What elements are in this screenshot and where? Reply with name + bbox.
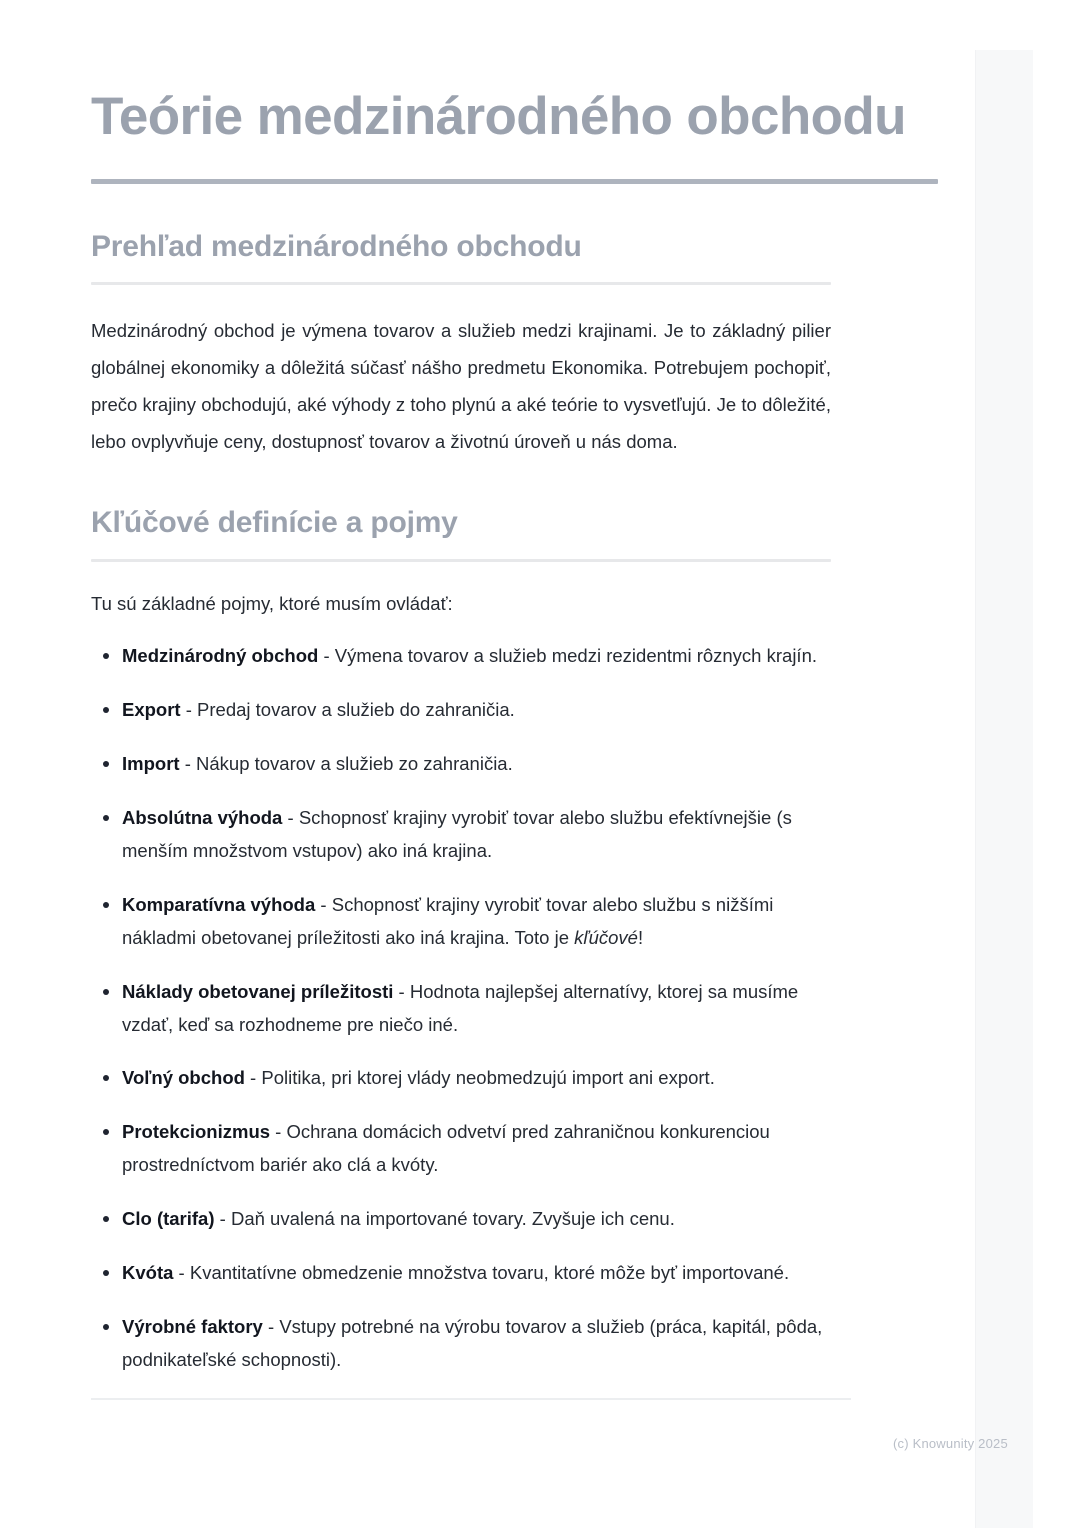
list-item bbox=[91, 1257, 836, 1290]
title-divider bbox=[91, 179, 938, 184]
term-name: Clo (tarifa) bbox=[122, 1208, 215, 1230]
definitions-list bbox=[91, 640, 836, 1377]
term-definition: Schopnosť krajiny vyrobiť tovar alebo službu efektívnejšie (s menším množstvom vstupov) ako iná krajina. bbox=[122, 806, 792, 861]
term-definition: Ochrana domácich odvetví pred zahraničnou konkurenciou prostredníctvom bariér ako clá a kvóty. bbox=[122, 1121, 770, 1176]
term-name: Absolútna výhoda bbox=[122, 806, 283, 828]
term-name: Voľný obchod bbox=[122, 1067, 245, 1089]
term-definition: Schopnosť krajiny vyrobiť tovar alebo službu s nižšími nákladmi obetovanej príležitosti ako iná krajina. Toto je bbox=[122, 893, 774, 948]
list-item bbox=[91, 640, 836, 673]
page-title: Teórie medzinárodného obchodu bbox=[91, 87, 906, 146]
list-item bbox=[91, 748, 836, 781]
term-definition: Politika, pri ktorej vlády neobmedzujú import ani export. bbox=[261, 1067, 715, 1089]
section-heading-overview: Prehľad medzinárodného obchodu bbox=[91, 229, 582, 263]
definitions-lead-text: Tu sú základné pojmy, ktoré musím ovládať: bbox=[91, 592, 453, 614]
term-definition-tail: ! bbox=[637, 926, 644, 948]
section-heading-definitions: Kľúčové definície a pojmy bbox=[91, 506, 458, 540]
section-overview bbox=[0, 228, 1080, 461]
list-item bbox=[91, 1062, 836, 1095]
term-definition: Vstupy potrebné na výrobu tovarov a služieb (práca, kapitál, pôda, podnikateľské schopnosti). bbox=[122, 1316, 823, 1370]
term-separator: - bbox=[270, 1121, 287, 1143]
term-definition: Kvantitatívne obmedzenie množstva tovaru, ktoré môže byť importované. bbox=[189, 1262, 790, 1284]
overview-paragraph: Medzinárodný obchod je výmena tovarov a služieb medzi krajinami. Je to základný pilier globálnej ekonomiky a dôležitá súčasť nášho predmetu Ekonomika. Potrebujem pochopiť, prečo krajiny obchodujú, aké výhody z toho plynú a aké teórie to vysvetľujú. Je to dôležité, lebo ovplyvňuje ceny, dostupnosť tovarov a životnú úroveň u nás doma. bbox=[91, 320, 831, 453]
term-name: Protekcionizmus bbox=[122, 1121, 271, 1143]
term-definition: Daň uvalená na importované tovary. Zvyšuje ich cenu. bbox=[230, 1208, 675, 1230]
list-item bbox=[91, 1311, 836, 1377]
term-name: Náklady obetovanej príležitosti bbox=[122, 980, 394, 1002]
term-name: Kvóta bbox=[122, 1262, 174, 1284]
term-name: Komparatívna výhoda bbox=[122, 893, 316, 915]
section-definitions bbox=[0, 504, 1080, 1377]
list-item bbox=[91, 976, 836, 1042]
term-definition: Hodnota najlepšej alternatívy, ktorej sa musíme vzdať, keď sa rozhodneme pre niečo iné. bbox=[122, 980, 799, 1035]
list-item bbox=[91, 889, 836, 955]
section-divider-definitions bbox=[91, 559, 831, 562]
list-item bbox=[91, 1203, 836, 1236]
term-name: Export bbox=[122, 699, 181, 721]
term-separator: - bbox=[393, 980, 410, 1002]
term-name: Medzinárodný obchod bbox=[122, 645, 319, 667]
term-separator: - bbox=[318, 645, 335, 667]
term-definition: Nákup tovarov a služieb zo zahraničia. bbox=[196, 752, 513, 774]
term-separator: - bbox=[173, 1262, 190, 1284]
term-separator: - bbox=[315, 893, 332, 915]
term-definition: Predaj tovarov a služieb do zahraničia. bbox=[197, 699, 515, 721]
term-separator: - bbox=[262, 1316, 280, 1338]
term-emphasis: kľúčové bbox=[574, 926, 638, 948]
term-name: Výrobné faktory bbox=[122, 1316, 263, 1338]
term-name: Import bbox=[122, 752, 180, 774]
term-separator: - bbox=[282, 806, 299, 828]
term-separator: - bbox=[244, 1067, 262, 1089]
list-item bbox=[91, 802, 836, 868]
list-item bbox=[91, 694, 836, 727]
term-separator: - bbox=[180, 699, 198, 721]
term-separator: - bbox=[214, 1208, 231, 1230]
copyright-watermark: (c) Knowunity 2025 bbox=[893, 1436, 1008, 1451]
section-divider-overview bbox=[91, 282, 831, 285]
term-definition: Výmena tovarov a služieb medzi rezidentmi rôznych krajín. bbox=[334, 645, 817, 667]
list-item bbox=[91, 1116, 836, 1182]
term-separator: - bbox=[179, 752, 197, 774]
footer-divider bbox=[91, 1398, 851, 1400]
